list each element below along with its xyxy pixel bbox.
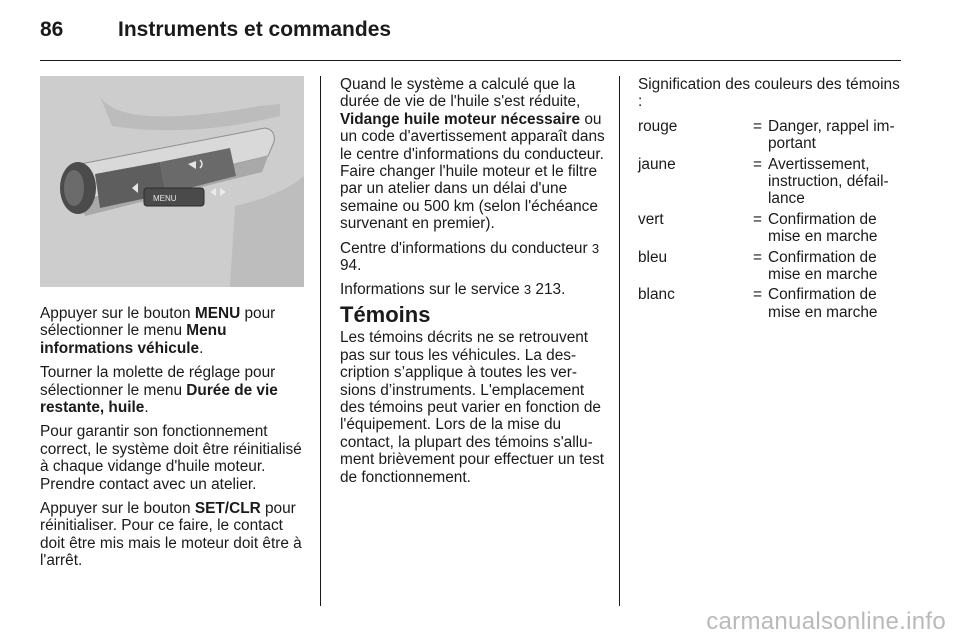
stalk-drawing xyxy=(40,76,304,287)
column-divider-2 xyxy=(619,76,620,606)
color-intro: Signification des couleurs des témoins : xyxy=(638,76,900,111)
header-rule xyxy=(40,60,901,61)
color-equals: = xyxy=(753,248,762,266)
page-title: Instruments et commandes xyxy=(118,18,392,41)
paragraph-menu: Appuyer sur le bouton MENU pour sélectionner le menu Menu informations véhicule. xyxy=(40,305,276,357)
menu-button-label: MENU xyxy=(153,194,177,203)
watermark: carmanualsonline.info xyxy=(706,608,946,635)
color-name: blanc xyxy=(638,286,675,304)
paragraph-oil-change: Quand le système a calculé que la durée de vie de l'huile s'est réduite, Vidange huile moteur nécessaire ou un code d'avertissement apparaît dans le centre d'informations du conducteur. Faire changer l'huile moteur et le filtre par un atelier dans un délai d'une semaine ou 500 km (selon l'échéance survenant en premier). xyxy=(340,76,605,233)
color-row xyxy=(638,286,904,321)
color-row xyxy=(638,249,904,284)
color-name: rouge xyxy=(638,117,678,135)
reference-driver-info: Centre d'informations du conducteur 3 94. xyxy=(340,239,600,275)
color-name: jaune xyxy=(638,155,676,173)
color-meaning: Avertissement, instruction, défaillance xyxy=(768,155,889,208)
reference-service-info: Informations sur le service 3 213. xyxy=(340,281,566,299)
column-divider-1 xyxy=(320,76,321,606)
color-meaning: Confirmation de mise en marche xyxy=(768,286,878,321)
color-row xyxy=(638,156,904,208)
color-row xyxy=(638,211,904,246)
paragraph-warning-lights: Les témoins décrits ne se retrouvent pas sur tous les véhicules. La description s’applique à toutes les versions d’instruments. L'emplacement des témoins peut varier en fonction de l'équipement. Lors de la mise du contact, la plupart des témoins s'allument brièvement pour effectuer un test de fonctionnement. xyxy=(340,329,605,486)
reference-arrow-icon: 3 xyxy=(591,240,600,256)
color-table xyxy=(638,118,904,321)
paragraph-reset: Pour garantir son fonctionnement correct, le système doit être réinitialisé à chaque vidange d'huile moteur. Prendre contact avec un atelier. xyxy=(40,423,302,493)
stalk-illustration xyxy=(40,76,304,287)
color-meaning: Danger, rappel important xyxy=(768,117,895,153)
page-number: 86 xyxy=(40,18,64,41)
paragraph-oil-life: Tourner la molette de réglage pour sélectionner le menu Durée de vie restante, huile. xyxy=(40,364,278,417)
page-header xyxy=(40,18,391,52)
column-3 xyxy=(638,76,904,324)
color-equals: = xyxy=(753,210,762,228)
color-equals: = xyxy=(753,117,762,135)
color-row xyxy=(638,118,904,153)
color-name: vert xyxy=(638,210,664,228)
column-1 xyxy=(40,76,304,577)
color-meaning: Confirmation de mise en marche xyxy=(768,210,878,246)
paragraph-set-clr: Appuyer sur le bouton SET/CLR pour réinitialiser. Pour ce faire, le contact doit être mis mais le moteur doit être à l'arrêt. xyxy=(40,500,302,570)
color-equals: = xyxy=(753,286,762,304)
column-2 xyxy=(340,76,606,493)
color-meaning: Confirmation de mise en marche xyxy=(768,248,878,284)
reference-arrow-icon: 3 xyxy=(523,282,532,298)
color-name: bleu xyxy=(638,248,668,266)
section-title: Témoins xyxy=(340,301,431,327)
color-equals: = xyxy=(753,155,762,173)
